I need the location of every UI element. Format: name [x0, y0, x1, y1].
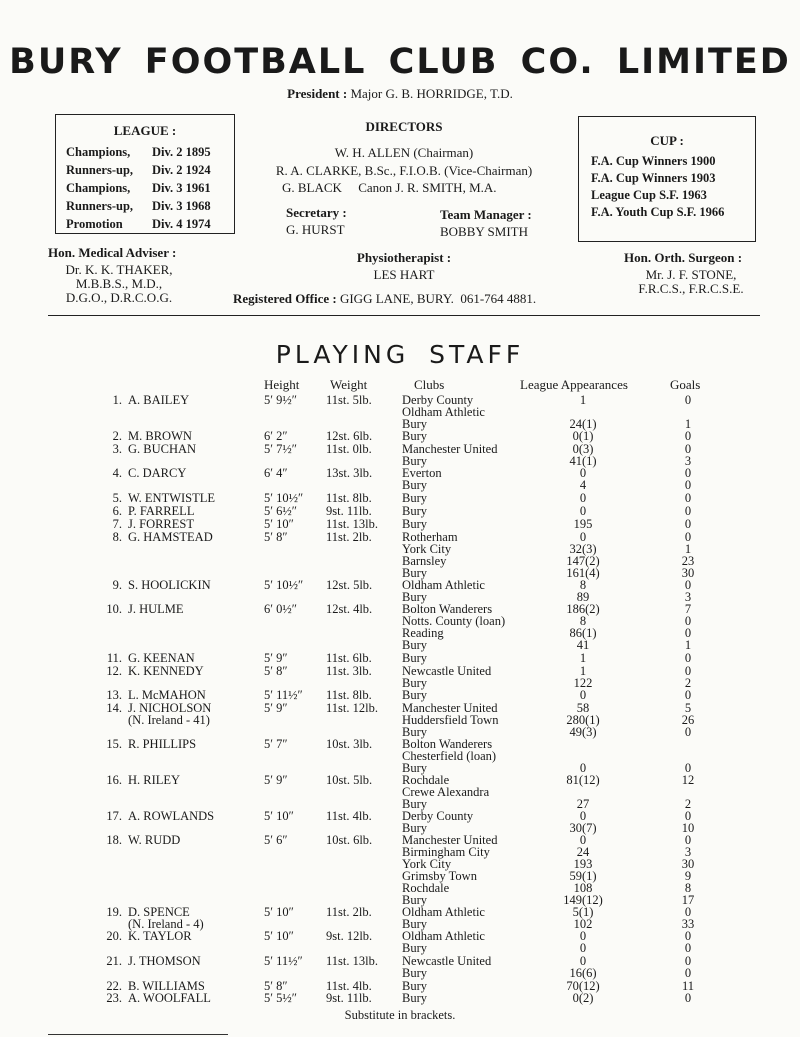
player-name: J. THOMSON — [128, 954, 201, 968]
player-appearances: 59(1) — [569, 869, 597, 883]
president-line — [0, 86, 800, 102]
player-weight: 9st. 11lb. — [326, 504, 372, 518]
player-height: 6′ 4″ — [264, 466, 288, 480]
player-club: Oldham Athletic — [402, 905, 485, 919]
player-appearances: 147(2) — [566, 554, 600, 568]
player-appearances: 0 — [579, 530, 587, 544]
player-appearances: 16(6) — [569, 966, 597, 980]
player-weight: 11st. 2lb. — [326, 905, 372, 919]
player-goals: 3 — [684, 454, 692, 468]
cup-honour-row: F.A. Cup Winners 1900 — [591, 154, 716, 168]
team-manager-name: BOBBY SMITH — [440, 224, 529, 239]
playing-staff-title: PLAYING STAFF — [275, 340, 525, 369]
player-goals: 0 — [684, 478, 692, 492]
player-height: 5′ 10″ — [264, 809, 294, 823]
player-club: Everton — [402, 466, 442, 480]
director-vice-chairman: R. A. CLARKE, B.Sc., F.I.O.B. (Vice-Chairman) — [275, 163, 533, 178]
league-honour-label: Promotion — [66, 217, 123, 231]
player-appearances: 149(12) — [563, 893, 603, 907]
player-appearances: 0 — [579, 833, 587, 847]
cup-honour-row: League Cup S.F. 1963 — [591, 188, 707, 202]
player-goals: 17 — [681, 893, 695, 907]
player-name: K. TAYLOR — [128, 929, 192, 943]
medical-adviser-quals-2: D.G.O., D.R.C.O.G. — [65, 290, 173, 305]
player-appearances: 0(2) — [572, 991, 594, 1005]
player-goals: 2 — [684, 797, 692, 811]
player-club: Newcastle United — [402, 664, 492, 678]
player-appearances: 1 — [579, 393, 587, 407]
player-club: Bury — [402, 979, 427, 993]
player-club: Bury — [402, 966, 427, 980]
player-appearances: 108 — [573, 881, 593, 895]
player-name: L. McMAHON — [128, 688, 206, 702]
player-goals: 23 — [681, 554, 695, 568]
player-appearances: 161(4) — [566, 566, 600, 580]
physio-label: Physiotherapist : — [356, 250, 452, 265]
cup-honour-row: F.A. Youth Cup S.F. 1966 — [591, 205, 725, 219]
league-honour-label: Champions, — [66, 181, 131, 195]
player-appearances: 24 — [576, 845, 590, 859]
player-club: Bury — [402, 566, 427, 580]
secretary-name: G. HURST — [286, 222, 345, 237]
player-appearances: 5(1) — [572, 905, 594, 919]
player-name: B. WILLIAMS — [128, 979, 205, 993]
player-weight: 10st. 6lb. — [326, 833, 373, 847]
player-number: 16. — [106, 773, 122, 787]
orth-surgeon-label: Hon. Orth. Surgeon : — [624, 250, 743, 265]
player-name: D. SPENCE — [128, 905, 190, 919]
player-club: Crewe Alexandra — [402, 785, 490, 799]
player-name: P. FARRELL — [128, 504, 195, 518]
player-club: Bury — [402, 797, 427, 811]
player-appearances: 122 — [573, 676, 593, 690]
player-club: Bury — [402, 941, 427, 955]
player-appearances: 30(7) — [569, 821, 597, 835]
player-name: J. HULME — [128, 602, 184, 616]
player-club: Huddersfield Town — [402, 713, 499, 727]
team-manager-label: Team Manager : — [440, 207, 532, 222]
player-goals: 0 — [684, 578, 692, 592]
player-height: 5′ 9″ — [264, 773, 288, 787]
player-weight: 13st. 3lb. — [326, 466, 373, 480]
player-goals: 0 — [684, 530, 692, 544]
player-weight: 12st. 6lb. — [326, 429, 373, 443]
player-club: Birmingham City — [402, 845, 490, 859]
player-club: Bolton Wanderers — [402, 602, 493, 616]
cup-honours-box — [578, 116, 756, 242]
player-name: (N. Ireland - 4) — [128, 917, 204, 931]
player-club: Grimsby Town — [402, 869, 477, 883]
player-weight: 11st. 8lb. — [326, 491, 372, 505]
player-goals: 0 — [684, 809, 692, 823]
player-goals: 0 — [684, 954, 692, 968]
player-appearances: 0 — [579, 809, 587, 823]
player-appearances: 8 — [579, 578, 587, 592]
cup-title: CUP : — [650, 133, 684, 148]
player-club: Manchester United — [402, 442, 498, 456]
league-honour-division: Div. 2 1895 — [152, 145, 211, 159]
player-name: R. PHILLIPS — [128, 737, 197, 751]
player-appearances: 195 — [573, 517, 593, 531]
player-height: 5′ 10″ — [264, 905, 294, 919]
player-weight: 11st. 4lb. — [326, 809, 372, 823]
player-number: 11. — [106, 651, 122, 665]
league-honour-row — [56, 197, 234, 215]
player-club: Derby County — [402, 809, 474, 823]
player-weight: 11st. 5lb. — [326, 393, 372, 407]
orth-surgeon-name: Mr. J. F. STONE, — [645, 267, 737, 282]
player-appearances: 58 — [576, 701, 590, 715]
player-appearances: 0 — [579, 491, 587, 505]
player-club: Bury — [402, 429, 427, 443]
player-goals: 0 — [684, 614, 692, 628]
player-appearances: 0 — [579, 761, 587, 775]
player-appearances: 1 — [579, 651, 587, 665]
player-club: York City — [402, 542, 452, 556]
player-height: 5′ 10½″ — [264, 578, 304, 592]
player-appearances: 186(2) — [566, 602, 600, 616]
player-appearances: 32(3) — [569, 542, 597, 556]
league-honour-label: Runners-up, — [66, 163, 134, 177]
player-number: 7. — [112, 517, 122, 531]
player-goals: 0 — [684, 664, 692, 678]
directors-other: G. BLACK Canon J. R. SMITH, M.A. — [282, 180, 497, 195]
player-goals: 0 — [684, 833, 692, 847]
player-appearances: 8 — [579, 614, 587, 628]
league-honour-division: Div. 4 1974 — [152, 217, 211, 231]
player-appearances: 0 — [579, 504, 587, 518]
player-club: Bury — [402, 893, 427, 907]
player-height: 5′ 8″ — [264, 979, 288, 993]
player-weight: 11st. 8lb. — [326, 688, 372, 702]
player-appearances: 0 — [579, 941, 587, 955]
player-appearances: 41 — [576, 638, 590, 652]
player-club: Chesterfield (loan) — [402, 749, 497, 763]
player-goals: 30 — [681, 566, 695, 580]
player-goals: 0 — [684, 905, 692, 919]
player-number: 10. — [106, 602, 122, 616]
orth-surgeon-quals: F.R.C.S., F.R.C.S.E. — [638, 281, 744, 296]
player-goals: 0 — [684, 429, 692, 443]
player-goals: 0 — [684, 929, 692, 943]
player-goals: 0 — [684, 517, 692, 531]
header-league-appearances: League Appearances — [520, 377, 628, 392]
player-club: Oldham Athletic — [402, 578, 485, 592]
league-honours-list — [56, 143, 234, 233]
player-number: 23. — [106, 991, 122, 1005]
player-number: 20. — [106, 929, 122, 943]
player-weight: 11st. 0lb. — [326, 442, 372, 456]
player-goals: 0 — [684, 626, 692, 640]
player-number: 17. — [106, 809, 122, 823]
league-honour-label: Runners-up, — [66, 199, 134, 213]
header-clubs: Clubs — [414, 377, 445, 392]
player-goals: 10 — [681, 821, 695, 835]
header-goals: Goals — [670, 377, 701, 392]
player-name: J. NICHOLSON — [128, 701, 212, 715]
player-goals: 0 — [684, 442, 692, 456]
player-appearances: 81(12) — [566, 773, 600, 787]
player-goals: 9 — [684, 869, 692, 883]
player-name: M. BROWN — [128, 429, 192, 443]
medical-adviser-name: Dr. K. K. THAKER, — [65, 262, 173, 277]
player-weight: 11st. 6lb. — [326, 651, 372, 665]
league-title: LEAGUE : — [113, 123, 177, 138]
league-honour-row — [56, 143, 234, 161]
player-goals: 11 — [681, 979, 695, 993]
player-weight: 11st. 13lb. — [326, 517, 378, 531]
cup-honour-row: F.A. Cup Winners 1903 — [591, 171, 716, 185]
registered-office-value: GIGG LANE, BURY. 061-764 4881. — [339, 291, 537, 306]
player-weight: 12st. 5lb. — [326, 578, 373, 592]
player-club: Manchester United — [402, 833, 498, 847]
player-height: 5′ 9″ — [264, 651, 288, 665]
president-name: Major G. B. HORRIDGE, T.D. — [350, 86, 513, 101]
player-height: 5′ 10″ — [264, 517, 294, 531]
player-height: 5′ 11½″ — [264, 688, 303, 702]
player-number: 8. — [112, 530, 122, 544]
player-weight: 11st. 13lb. — [326, 954, 378, 968]
player-number: 21. — [106, 954, 122, 968]
league-honour-division: Div. 3 1968 — [152, 199, 211, 213]
player-height: 5′ 5½″ — [264, 991, 297, 1005]
league-honour-division: Div. 3 1961 — [152, 181, 211, 195]
player-appearances: 41(1) — [569, 454, 597, 468]
player-goals: 1 — [684, 417, 692, 431]
bottom-divider — [48, 1034, 228, 1035]
player-height: 5′ 10″ — [264, 929, 294, 943]
player-height: 5′ 8″ — [264, 664, 288, 678]
registered-office-label: Registered Office : — [233, 291, 337, 306]
player-club: Oldham Athletic — [402, 405, 485, 419]
header-divider — [48, 315, 760, 316]
player-club: Bury — [402, 638, 427, 652]
player-number: 12. — [106, 664, 122, 678]
player-club: Rochdale — [402, 773, 450, 787]
table-row — [0, 992, 800, 1006]
player-name: H. RILEY — [128, 773, 181, 787]
player-club: Derby County — [402, 393, 474, 407]
player-goals: 33 — [681, 917, 695, 931]
player-club: Bury — [402, 478, 427, 492]
player-appearances: 4 — [579, 478, 587, 492]
header-weight: Weight — [330, 377, 368, 392]
player-goals: 1 — [684, 638, 692, 652]
player-height: 6′ 2″ — [264, 429, 288, 443]
player-name: W. ENTWISTLE — [128, 491, 216, 505]
player-appearances: 70(12) — [566, 979, 600, 993]
player-goals: 8 — [684, 881, 692, 895]
player-appearances: 27 — [576, 797, 590, 811]
player-number: 9. — [112, 578, 122, 592]
president-label: President : — [287, 86, 348, 101]
player-club: Rotherham — [402, 530, 458, 544]
player-club: Rochdale — [402, 881, 450, 895]
player-club: Notts. County (loan) — [402, 614, 506, 628]
player-height: 5′ 6½″ — [264, 504, 297, 518]
player-club: Newcastle United — [402, 954, 492, 968]
player-club: York City — [402, 857, 452, 871]
player-weight: 12st. 4lb. — [326, 602, 373, 616]
player-weight: 11st. 3lb. — [326, 664, 372, 678]
player-club: Manchester United — [402, 701, 498, 715]
player-appearances: 102 — [573, 917, 593, 931]
player-number: 5. — [112, 491, 122, 505]
player-club: Bury — [402, 688, 427, 702]
player-height: 5′ 9½″ — [264, 393, 297, 407]
player-appearances: 24(1) — [569, 417, 597, 431]
player-goals: 0 — [684, 966, 692, 980]
player-appearances: 0 — [579, 929, 587, 943]
player-club: Barnsley — [402, 554, 447, 568]
player-appearances: 0(3) — [572, 442, 594, 456]
player-club: Oldham Athletic — [402, 929, 485, 943]
player-number: 4. — [112, 466, 122, 480]
player-club: Bury — [402, 725, 427, 739]
player-name: K. KENNEDY — [128, 664, 204, 678]
player-club: Bury — [402, 417, 427, 431]
player-goals: 5 — [684, 701, 692, 715]
cup-honours-list — [579, 153, 755, 221]
player-height: 5′ 7″ — [264, 737, 288, 751]
player-height: 5′ 11½″ — [264, 954, 303, 968]
player-appearances: 49(3) — [569, 725, 597, 739]
player-goals: 0 — [684, 491, 692, 505]
player-club: Reading — [402, 626, 444, 640]
league-honour-row — [56, 161, 234, 179]
player-club: Bury — [402, 676, 427, 690]
player-number: 3. — [112, 442, 122, 456]
league-honour-row — [56, 179, 234, 197]
player-club: Bury — [402, 651, 427, 665]
player-goals: 3 — [684, 845, 692, 859]
player-number: 18. — [106, 833, 122, 847]
player-height: 5′ 6″ — [264, 833, 288, 847]
player-name: G. BUCHAN — [128, 442, 197, 456]
player-number: 19. — [106, 905, 122, 919]
player-club: Bury — [402, 454, 427, 468]
player-club: Bury — [402, 991, 427, 1005]
player-goals: 0 — [684, 688, 692, 702]
player-club: Bolton Wanderers — [402, 737, 493, 751]
player-name: (N. Ireland - 41) — [128, 713, 210, 727]
player-weight: 10st. 3lb. — [326, 737, 373, 751]
registered-office — [233, 291, 536, 307]
player-goals: 0 — [684, 991, 692, 1005]
player-name: C. DARCY — [128, 466, 187, 480]
player-number: 14. — [106, 701, 122, 715]
header-height: Height — [264, 377, 300, 392]
player-number: 13. — [106, 688, 122, 702]
player-name: A. WOOLFALL — [128, 991, 211, 1005]
player-club: Bury — [402, 517, 427, 531]
player-height: 5′ 9″ — [264, 701, 288, 715]
director-chairman: W. H. ALLEN (Chairman) — [334, 145, 474, 160]
player-club: Bury — [402, 761, 427, 775]
league-honour-row — [56, 215, 234, 233]
player-goals: 12 — [681, 773, 695, 787]
player-club: Bury — [402, 491, 427, 505]
substitute-footnote: Substitute in brackets. — [344, 1008, 456, 1022]
player-goals: 26 — [681, 713, 695, 727]
player-name: A. ROWLANDS — [128, 809, 215, 823]
player-club: Bury — [402, 821, 427, 835]
player-number: 15. — [106, 737, 122, 751]
player-club: Bury — [402, 590, 427, 604]
physio-name: LES HART — [373, 267, 435, 282]
player-name: W. RUDD — [128, 833, 181, 847]
player-number: 1. — [112, 393, 122, 407]
player-weight: 9st. 11lb. — [326, 991, 372, 1005]
player-goals: 30 — [681, 857, 695, 871]
player-name: J. FORREST — [128, 517, 194, 531]
medical-adviser-quals-1: M.B.B.S., M.D., — [75, 276, 163, 291]
player-goals: 0 — [684, 651, 692, 665]
player-number: 6. — [112, 504, 122, 518]
player-goals: 0 — [684, 725, 692, 739]
player-weight: 10st. 5lb. — [326, 773, 373, 787]
club-title: BURY FOOTBALL CLUB CO. LIMITED — [9, 42, 791, 82]
player-appearances: 193 — [573, 857, 593, 871]
player-appearances: 1 — [579, 664, 587, 678]
player-goals: 7 — [684, 602, 692, 616]
player-goals: 3 — [684, 590, 692, 604]
player-height: 5′ 8″ — [264, 530, 288, 544]
medical-adviser-label: Hon. Medical Adviser : — [48, 245, 177, 260]
player-appearances: 89 — [576, 590, 590, 604]
player-appearances: 0(1) — [572, 429, 594, 443]
player-goals: 0 — [684, 941, 692, 955]
player-club: Bury — [402, 504, 427, 518]
player-name: G. KEENAN — [128, 651, 195, 665]
player-weight: 9st. 12lb. — [326, 929, 373, 943]
player-name: G. HAMSTEAD — [128, 530, 213, 544]
player-number: 22. — [106, 979, 122, 993]
player-goals: 0 — [684, 466, 692, 480]
player-goals: 0 — [684, 761, 692, 775]
player-height: 6′ 0½″ — [264, 602, 297, 616]
player-appearances: 0 — [579, 688, 587, 702]
player-appearances: 0 — [579, 954, 587, 968]
player-height: 5′ 10½″ — [264, 491, 304, 505]
league-honour-division: Div. 2 1924 — [152, 163, 211, 177]
player-goals: 0 — [684, 393, 692, 407]
player-appearances: 0 — [579, 466, 587, 480]
player-appearances: 280(1) — [566, 713, 600, 727]
directors-title: DIRECTORS — [365, 119, 443, 134]
player-club: Bury — [402, 917, 427, 931]
player-weight: 11st. 2lb. — [326, 530, 372, 544]
player-goals: 1 — [684, 542, 692, 556]
secretary-label: Secretary : — [286, 205, 347, 220]
player-name: S. HOOLICKIN — [128, 578, 211, 592]
player-weight: 11st. 12lb. — [326, 701, 378, 715]
player-appearances: 86(1) — [569, 626, 597, 640]
player-height: 5′ 7½″ — [264, 442, 297, 456]
player-number: 2. — [112, 429, 122, 443]
player-goals: 2 — [684, 676, 692, 690]
league-honour-label: Champions, — [66, 145, 131, 159]
player-weight: 11st. 4lb. — [326, 979, 372, 993]
league-honours-box — [55, 114, 235, 234]
player-goals: 0 — [684, 504, 692, 518]
player-name: A. BAILEY — [128, 393, 190, 407]
